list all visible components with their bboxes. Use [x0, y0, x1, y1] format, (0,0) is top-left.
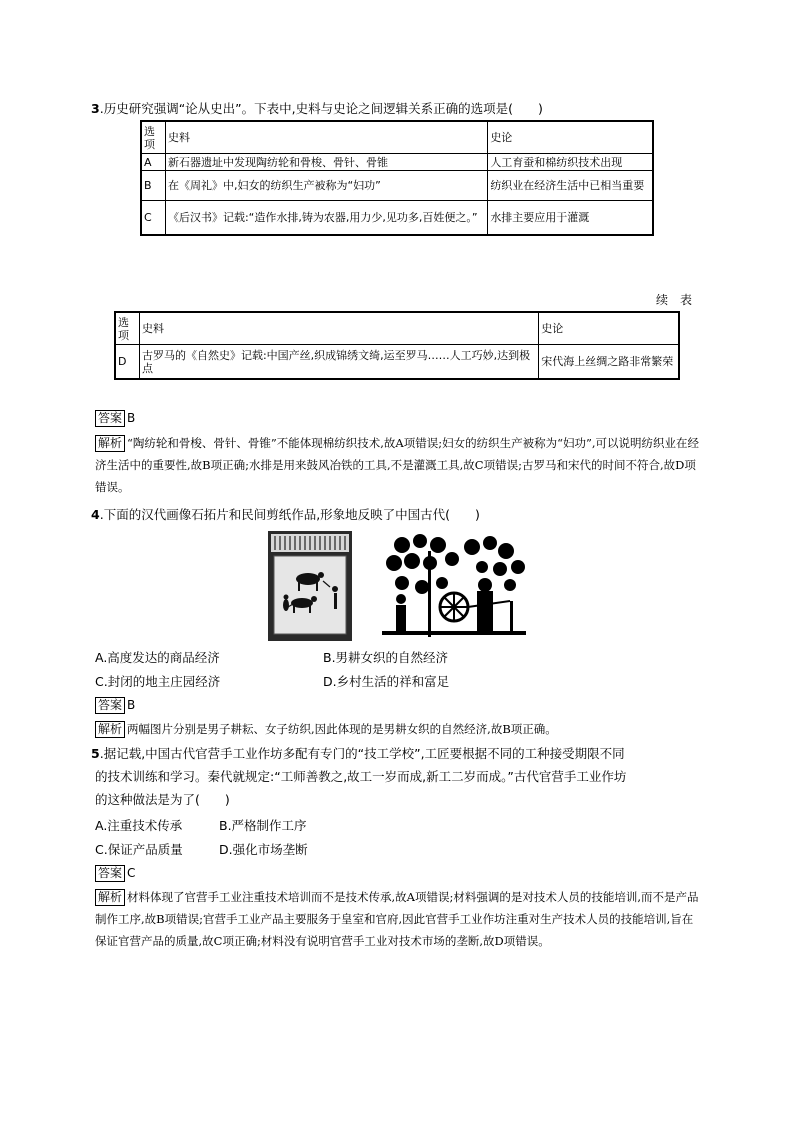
answer-tag: 答案: [95, 865, 125, 882]
q3-table-1: [141, 121, 653, 235]
q5-option-b: B.严格制作工序: [219, 818, 307, 833]
q4-option-d: D.乡村生活的祥和富足: [323, 674, 450, 689]
answer-value: C: [127, 866, 136, 880]
answer-value: B: [127, 698, 136, 712]
folk-papercut-image: [382, 531, 526, 641]
q3-number: 3: [91, 101, 100, 116]
header-conclusion: 史论: [539, 313, 679, 345]
q3-stem-text: 历史研究强调“论从史出”。下表中,史料与史论之间逻辑关系正确的选项是( ): [103, 101, 543, 116]
q4-number: 4: [91, 507, 100, 522]
q3-answer: [95, 409, 135, 427]
table-row: [142, 154, 653, 171]
row-material: 《后汉书》记载:“造作水排,铸为农器,用力少,见功多,百姓便之。”: [165, 201, 487, 235]
q3-stem: 3.历史研究强调“论从史出”。下表中,史料与史论之间逻辑关系正确的选项是( ): [91, 101, 543, 116]
table-row: [142, 201, 653, 235]
q5-option-a: A.注重技术传承: [95, 818, 183, 833]
answer-tag: 答案: [95, 410, 125, 427]
q5-explanation: [95, 886, 703, 952]
row-material: 在《周礼》中,妇女的纺织生产被称为“妇功”: [165, 171, 487, 201]
row-material: 新石器遗址中发现陶纺轮和骨梭、骨针、骨锥: [165, 154, 487, 171]
q3-table-2: [115, 312, 679, 379]
explanation-text: “陶纺轮和骨梭、骨针、骨锥”不能体现棉纺织技术,故A项错误;妇女的纺织生产被称为“妇功”,可以说明纺织业在经济生活中的重要性,故B项正确;水排是用来鼓风冶铁的工具,不是灌溉工具,故C项错误;古罗马和宋代的时间不符合,故D项错误。: [95, 436, 700, 494]
q4-explanation: [95, 718, 703, 740]
q5-stem-line-2: 的技术训练和学习。秦代就规定:“工师善教之,故工一岁而成,新工二岁而成。”古代官营手工业作坊: [95, 769, 627, 784]
answer-tag: 答案: [95, 697, 125, 714]
row-option: C: [142, 201, 166, 235]
q5-stem-line-3: 的这种做法是为了( ): [95, 792, 230, 807]
row-conclusion: 水排主要应用于灌溉: [488, 201, 653, 235]
q5-option-c: C.保证产品质量: [95, 842, 183, 857]
row-conclusion: 宋代海上丝绸之路非常繁荣: [539, 345, 679, 379]
explanation-text: 两幅图片分别是男子耕耘、女子纺织,因此体现的是男耕女织的自然经济,故B项正确。: [127, 722, 557, 736]
q4-option-b: B.男耕女织的自然经济: [323, 650, 449, 665]
plowing-oxen-picture: [268, 531, 352, 641]
q5-answer: [95, 864, 135, 882]
q5-number: 5: [91, 746, 100, 761]
continued-label: 续 表: [656, 293, 693, 307]
q4-option-a: A.高度发达的商品经济: [95, 650, 220, 665]
q3-explanation: [95, 432, 703, 498]
table-header-row: [142, 122, 653, 154]
q5-stem-line-1: 5.据记载,中国古代官营手工业作坊多配有专门的“技工学校”,工匠要根据不同的工种接受期限不同: [91, 746, 625, 761]
header-conclusion: 史论: [488, 122, 653, 154]
row-conclusion: 纺织业在经济生活中已相当重要: [488, 171, 653, 201]
header-material: 史料: [139, 313, 538, 345]
explain-tag: 解析: [95, 435, 125, 452]
explanation-text: 材料体现了官营手工业注重技术培训而不是技术传承,故A项错误;材料强调的是对技术人员的技能培训,而不是产品制作工序,故B项错误;官营手工业产品主要服务于皇室和官府,因此官营手工业作坊注重对生产技术人员的技能培训,旨在保证官营产品的质量,故C项正确;材料没有说明官营手工业对技术市场的垄断,故D项错误。: [95, 890, 699, 948]
header-material: 史料: [165, 122, 487, 154]
row-option: D: [116, 345, 140, 379]
table-row: [116, 345, 679, 379]
explain-tag: 解析: [95, 721, 125, 738]
q5-option-d: D.强化市场垄断: [219, 842, 308, 857]
table-row: [142, 171, 653, 201]
row-material: 古罗马的《自然史》记载:中国产丝,织成锦绣文绮,运至罗马……人工巧妙,达到极点: [139, 345, 538, 379]
q4-option-c: C.封闭的地主庄园经济: [95, 674, 221, 689]
table-header-row: [116, 313, 679, 345]
row-option: B: [142, 171, 166, 201]
weaving-woman-picture: [382, 531, 526, 641]
q5-stem-text-1: 据记载,中国古代官营手工业作坊多配有专门的“技工学校”,工匠要根据不同的工种接受期限不同: [103, 746, 625, 761]
han-relief-rubbing-image: [268, 531, 352, 641]
row-option: A: [142, 154, 166, 171]
explain-tag: 解析: [95, 889, 125, 906]
q4-answer: [95, 696, 135, 714]
header-option: 选项: [142, 122, 166, 154]
q4-stem: 4.下面的汉代画像石拓片和民间剪纸作品,形象地反映了中国古代( ): [91, 507, 480, 522]
header-option: 选项: [116, 313, 140, 345]
row-conclusion: 人工育蚕和棉纺织技术出现: [488, 154, 653, 171]
q4-stem-text: 下面的汉代画像石拓片和民间剪纸作品,形象地反映了中国古代( ): [103, 507, 480, 522]
answer-value: B: [127, 411, 136, 425]
